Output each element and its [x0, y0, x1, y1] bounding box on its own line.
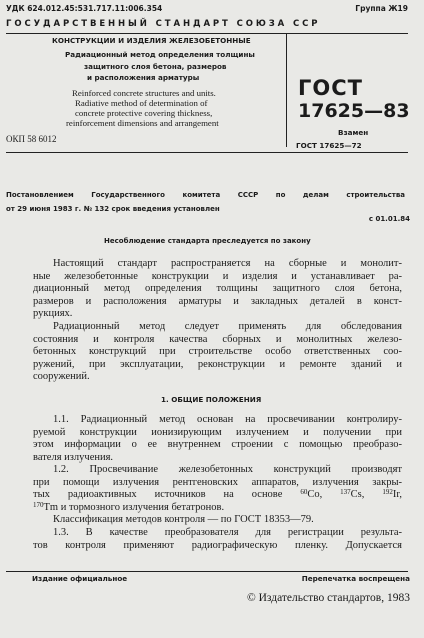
isotope-symbol: Ir,	[392, 489, 403, 501]
text-fragment: тых радиоактивных источников на основе	[33, 489, 301, 501]
text-line: состояния и контроля качества сборных и монолитных железо-	[33, 333, 402, 345]
isotope-mass: 60	[300, 488, 308, 497]
en-title-line-2: Radiative method of determination of	[75, 98, 208, 108]
text-line: тов контроля применяют радиографическую пленку. Допускается	[33, 539, 402, 551]
okp-code: ОКП 58 6012	[6, 134, 57, 144]
paragraph-1-3	[33, 527, 402, 552]
text-line: размеров и расположения арматуры и закладных деталей в конст-	[33, 295, 402, 307]
text-line	[33, 502, 402, 515]
title-block-rule	[6, 152, 408, 153]
text-line: 1.1. Радиационный метод основан на просвечивании контролиру-	[53, 414, 402, 425]
text-fragment: Tm и тормозного излучения бетатронов.	[43, 501, 225, 513]
ru-subtitle-line-1: Радиационный метод определения толщины	[65, 50, 255, 59]
isotope-symbol: Cs,	[350, 489, 365, 501]
decree-line-2: от 29 июня 1983 г. № 132 срок введения установлен	[6, 205, 220, 213]
replaces-value: ГОСТ 17625—72	[296, 141, 362, 150]
text-line: руемой конструкции ионизирующим излучением и получении при	[33, 426, 402, 438]
intro-paragraph-1	[33, 258, 402, 321]
copyright: © Издательство стандартов, 1983	[246, 592, 410, 604]
decree-date: с 01.01.84	[368, 215, 410, 223]
gost-number: 17625—83	[298, 100, 410, 122]
paragraph-1-2	[33, 464, 402, 527]
text-line: этом информации о ее внутреннем строении с помощью преобразо-	[33, 439, 402, 451]
isotope-mass: 137	[340, 488, 351, 497]
text-line: рукциях.	[33, 308, 73, 320]
text-line: 1.2. Просвечивание железобетонных конструкций производят	[53, 464, 402, 475]
ru-title: КОНСТРУКЦИИ И ИЗДЕЛИЯ ЖЕЛЕЗОБЕТОННЫЕ	[52, 36, 251, 45]
official-edition: Издание официальное	[32, 574, 128, 583]
reprint-prohibited: Перепечатка воспрещена	[301, 574, 410, 583]
en-title-line-1: Reinforced concrete structures and units.	[72, 88, 216, 98]
text-line: 1.3. В качестве преобразователя для регистрации результа-	[53, 527, 402, 538]
en-title-line-3: concrete protective covering thickness,	[75, 108, 213, 118]
text-line: вателя излучения.	[33, 451, 114, 463]
paragraph-1-1	[33, 414, 402, 464]
replaces-label: Взамен	[338, 128, 369, 137]
intro-paragraph-2	[33, 321, 402, 384]
text-line: бетонных конструкций при строительстве особо ответственных соо-	[33, 346, 402, 358]
group-code: Группа Ж19	[355, 4, 408, 13]
text-line: при помощи излучения рентгеновских аппаратов, излучения закры-	[33, 476, 402, 488]
decree-line-1: Постановлением Государственного комитета СССР по делам строительства	[6, 191, 405, 199]
text-line: сооружений.	[33, 371, 90, 383]
gost-label: ГОСТ	[298, 76, 363, 100]
section-heading: 1. ОБЩИЕ ПОЛОЖЕНИЯ	[161, 395, 262, 404]
isotope-symbol: Co,	[307, 489, 323, 501]
text-line: Настоящий стандарт распространяется на сборные и монолит-	[53, 258, 402, 269]
law-notice: Несоблюдение стандарта преследуется по закону	[104, 237, 311, 245]
text-line-isotopes	[33, 489, 402, 502]
text-line: Радиационный метод следует применять для обследования	[53, 321, 402, 332]
state-standard-banner: ГОСУДАРСТВЕННЫЙ СТАНДАРТ СОЮЗА ССР	[6, 19, 321, 29]
ru-subtitle-line-3: и расположения арматуры	[87, 73, 200, 82]
udk-code: УДК 624.012.45:531.717.11:006.354	[6, 4, 163, 13]
text-line: ружений, при эксплуатации, реконструкции и ремонте зданий и	[33, 358, 402, 370]
classification-line: Классификация методов контроля — по ГОСТ 18353—79.	[53, 514, 314, 526]
isotope-mass: 192	[382, 488, 393, 497]
en-title-line-4: reinforcement dimensions and arrangement	[66, 118, 219, 128]
ru-subtitle-line-2: защитного слоя бетона, размеров	[84, 62, 227, 71]
text-line: диационный метод определения толщины защитного слоя бетона,	[33, 283, 402, 295]
title-block-divider	[286, 33, 287, 147]
text-line: ные железобетонные конструкции и изделия и устанавливает ра-	[33, 270, 402, 282]
isotope-mass: 170	[33, 500, 44, 509]
footer-rule	[6, 571, 408, 572]
header-rule	[6, 33, 408, 34]
